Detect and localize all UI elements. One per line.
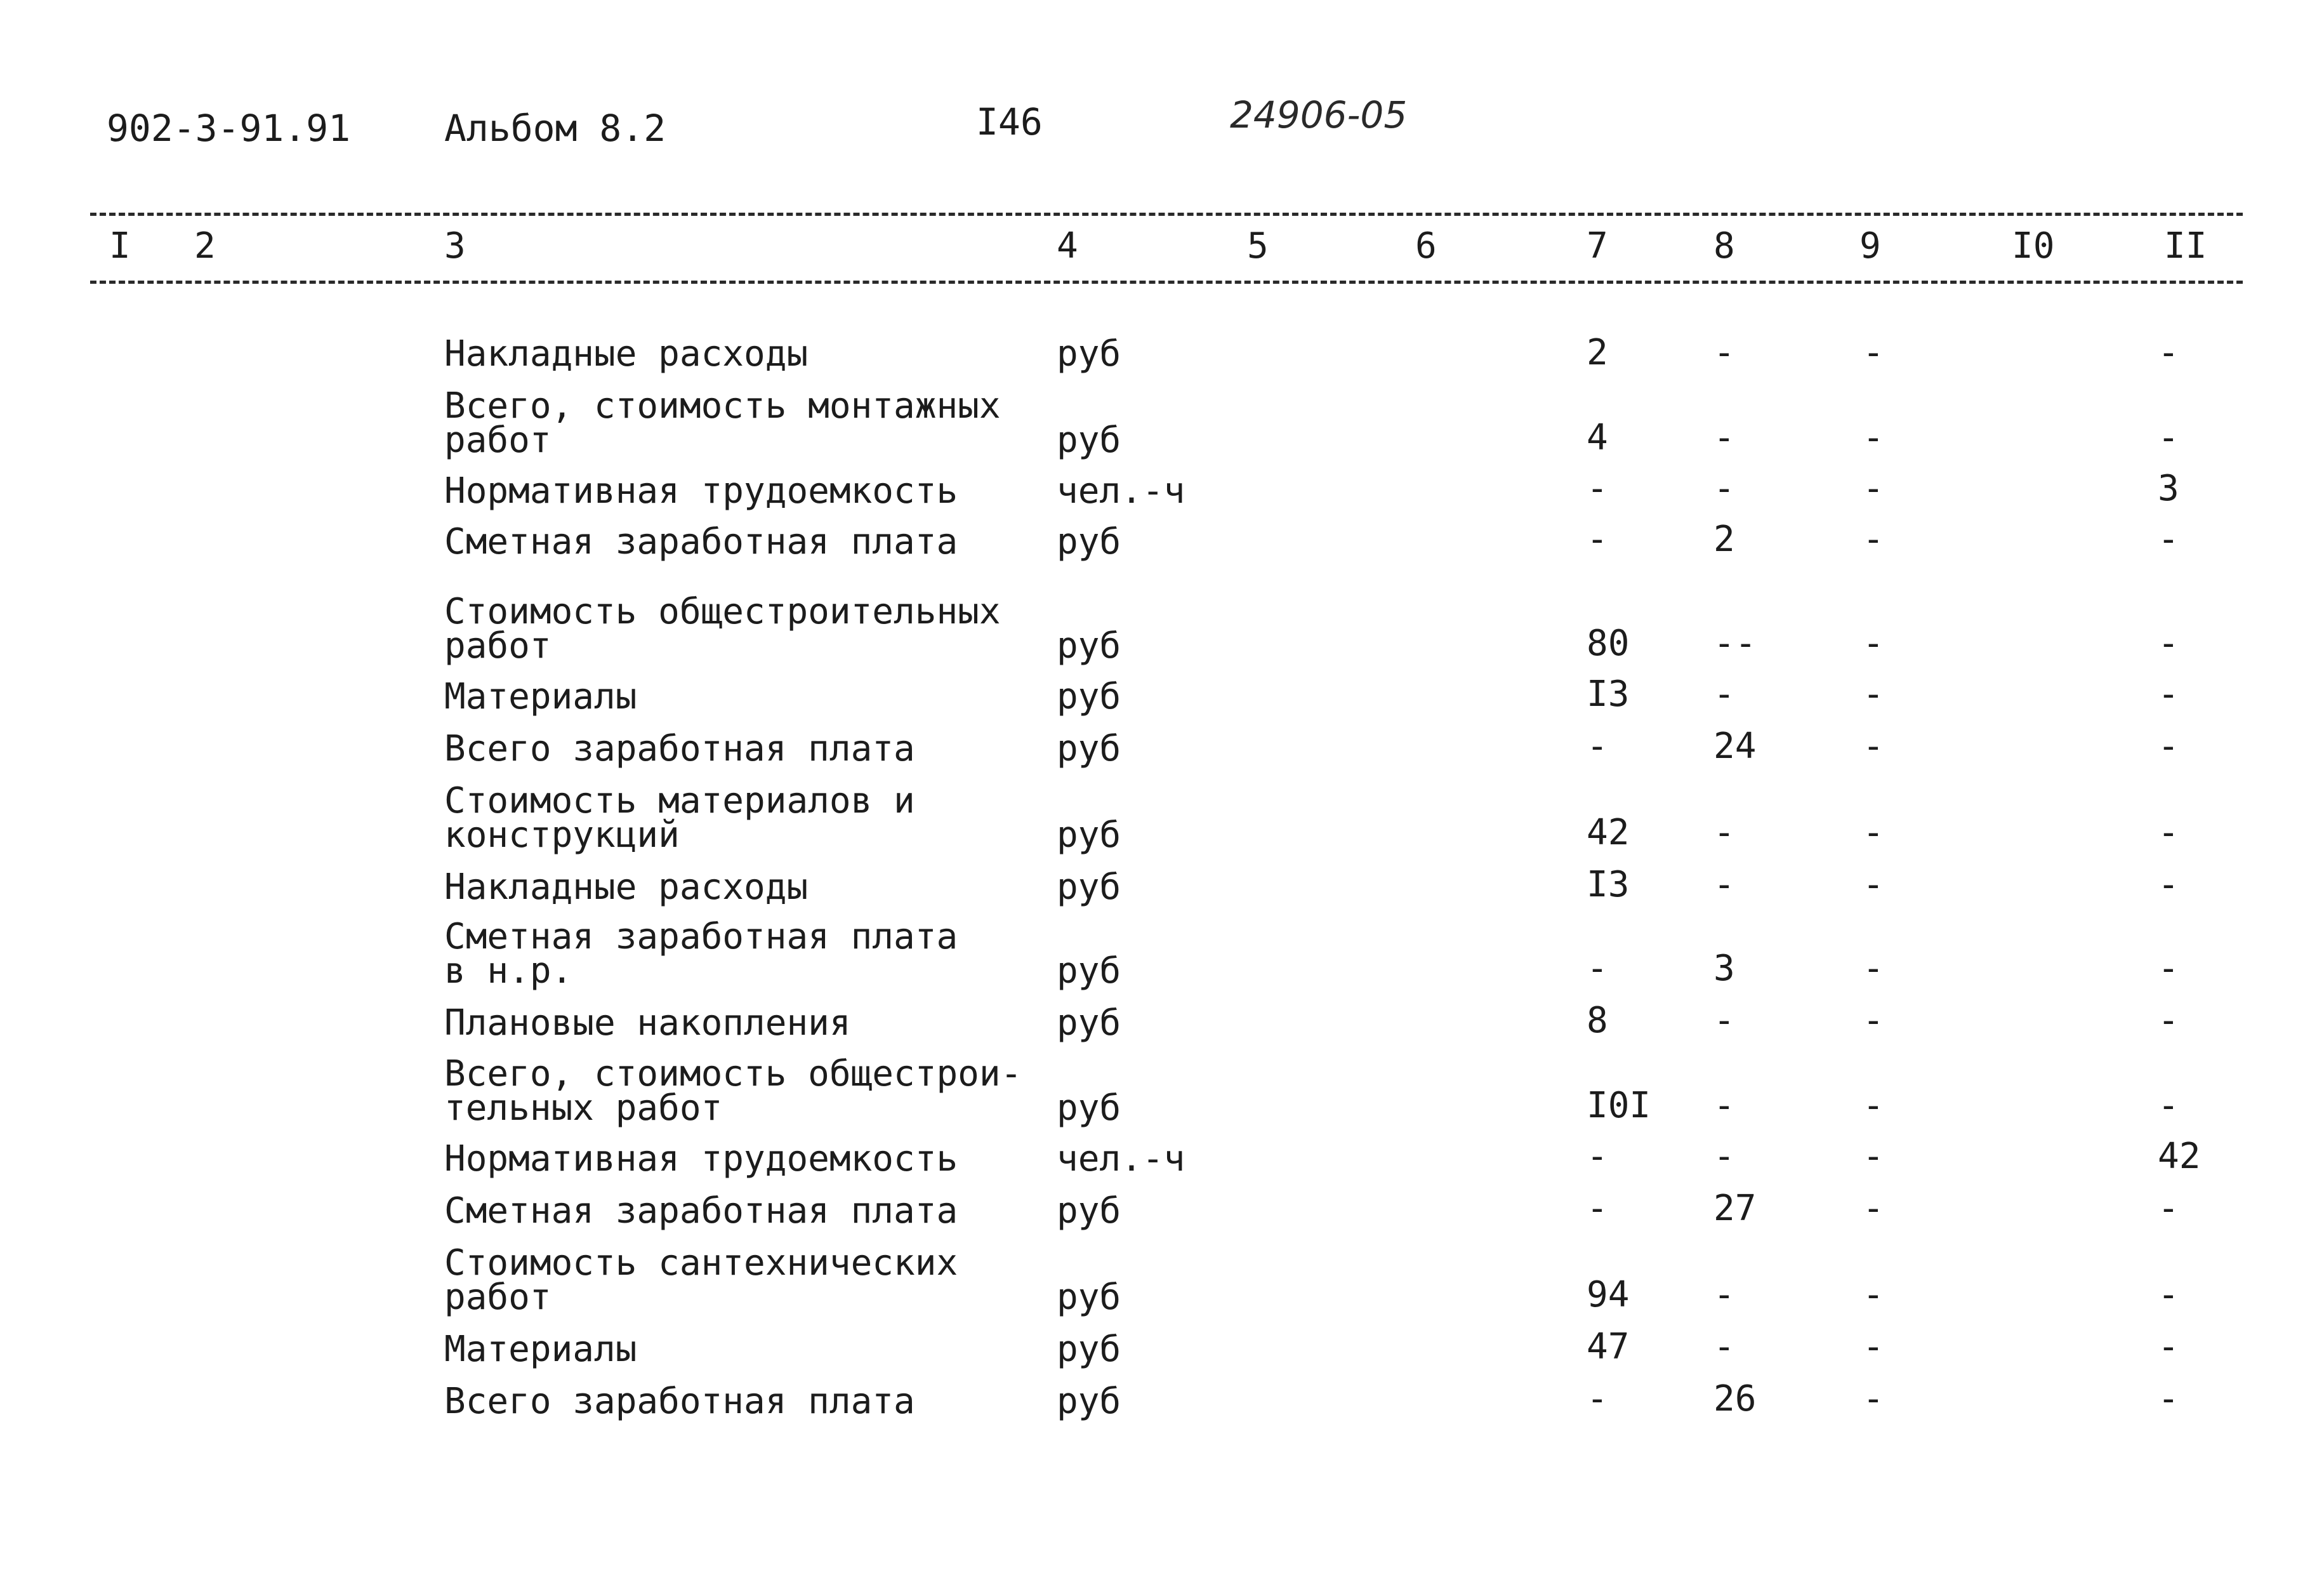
row-col8: - (1713, 864, 1735, 905)
row-description: Плановые накопления (444, 1002, 851, 1044)
row-col11: - (2158, 1378, 2179, 1419)
row-col7: 47 (1587, 1326, 1630, 1367)
handwritten-number: 24906-05 (1230, 93, 1408, 136)
row-unit: руб (1057, 814, 1121, 856)
row-description: Всего, стоимость общестрои- (444, 1053, 1022, 1094)
row-col7: - (1587, 1188, 1608, 1229)
row-description: Стоимость общестроительных (444, 591, 1001, 632)
row-description: Сметная заработная плата (444, 916, 958, 957)
row-description: Накладные расходы (444, 333, 809, 375)
row-col8: -- (1713, 623, 1757, 664)
row-col9: - (1863, 1136, 1884, 1177)
row-col7: - (1587, 519, 1608, 560)
row-col11: 42 (2158, 1136, 2201, 1177)
row-col8: - (1713, 468, 1735, 509)
row-col7: - (1587, 468, 1608, 509)
row-unit: руб (1057, 1381, 1121, 1422)
column-header-11: II (2164, 225, 2207, 267)
column-header-10: I0 (2012, 225, 2055, 267)
row-col9: - (1863, 468, 1884, 509)
row-col9: - (1863, 726, 1884, 767)
column-header-1: I (109, 225, 131, 267)
row-col11: 3 (2158, 468, 2179, 509)
row-description: Сметная заработная плата (444, 521, 958, 562)
row-description-cont: в н.р. (444, 950, 573, 992)
row-unit: руб (1057, 728, 1121, 769)
doc-code: 902-3-91.91 (107, 107, 351, 150)
row-description-cont: работ (444, 1277, 551, 1318)
page-number: I46 (976, 100, 1043, 143)
row-col8: 24 (1713, 726, 1757, 767)
row-col7: 80 (1587, 623, 1630, 664)
row-col11: - (2158, 948, 2179, 989)
row-description-cont: работ (444, 625, 551, 667)
row-col7: I3 (1587, 674, 1630, 715)
row-col9: - (1863, 1326, 1884, 1367)
row-col8: - (1713, 332, 1735, 373)
row-col9: - (1863, 1378, 1884, 1419)
row-col9: - (1863, 812, 1884, 853)
column-header-3: 3 (444, 225, 466, 267)
column-header-9: 9 (1859, 225, 1881, 267)
row-unit: руб (1057, 1190, 1121, 1232)
album-label: Альбом 8.2 (444, 107, 666, 150)
row-description: Сметная заработная плата (444, 1190, 958, 1232)
row-description-cont: работ (444, 420, 551, 461)
row-col7: - (1587, 1378, 1608, 1419)
row-col8: - (1713, 417, 1735, 458)
row-col8: - (1713, 1326, 1735, 1367)
row-col7: I3 (1587, 864, 1630, 905)
row-col9: - (1863, 623, 1884, 664)
row-col9: - (1863, 864, 1884, 905)
row-col11: - (2158, 519, 2179, 560)
row-description: Нормативная трудоемкость (444, 1138, 958, 1180)
row-col9: - (1863, 674, 1884, 715)
row-col11: - (2158, 674, 2179, 715)
row-description: Материалы (444, 1329, 637, 1370)
row-unit: чел.-ч (1057, 470, 1185, 512)
row-col8: 27 (1713, 1188, 1757, 1229)
row-col8: - (1713, 1274, 1735, 1315)
row-unit: руб (1057, 333, 1121, 375)
row-col11: - (2158, 332, 2179, 373)
row-col11: - (2158, 1326, 2179, 1367)
column-header-2: 2 (194, 225, 216, 267)
row-col8: - (1713, 812, 1735, 853)
row-col11: - (2158, 726, 2179, 767)
row-unit: руб (1057, 420, 1121, 461)
row-unit: чел.-ч (1057, 1138, 1185, 1180)
row-col8: - (1713, 1136, 1735, 1177)
row-col7: - (1587, 1136, 1608, 1177)
row-col8: 26 (1713, 1378, 1757, 1419)
row-col9: - (1863, 332, 1884, 373)
row-description: Всего заработная плата (444, 1381, 915, 1422)
row-col11: - (2158, 1085, 2179, 1126)
row-col7: 42 (1587, 812, 1630, 853)
row-col11: - (2158, 417, 2179, 458)
row-description: Всего, стоимость монтажных (444, 385, 1001, 427)
row-unit: руб (1057, 1329, 1121, 1370)
row-col9: - (1863, 519, 1884, 560)
row-description-cont: конструкций (444, 814, 680, 856)
header-bottom-rule (90, 281, 2243, 284)
row-col7: 94 (1587, 1274, 1630, 1315)
row-col8: - (1713, 674, 1735, 715)
row-unit: руб (1057, 867, 1121, 908)
row-unit: руб (1057, 1277, 1121, 1318)
row-description: Стоимость сантехнических (444, 1242, 958, 1284)
row-col9: - (1863, 1274, 1884, 1315)
row-unit: руб (1057, 676, 1121, 717)
row-description-cont: тельных работ (444, 1087, 723, 1129)
row-col7: - (1587, 726, 1608, 767)
row-col9: - (1863, 1085, 1884, 1126)
row-col11: - (2158, 1274, 2179, 1315)
row-description: Всего заработная плата (444, 728, 915, 769)
column-header-6: 6 (1415, 225, 1437, 267)
column-header-7: 7 (1587, 225, 1608, 267)
row-description: Накладные расходы (444, 867, 809, 908)
row-col8: 3 (1713, 948, 1735, 989)
row-col7: - (1587, 948, 1608, 989)
row-col7: I0I (1587, 1085, 1651, 1126)
row-description: Стоимость материалов и (444, 780, 915, 821)
row-col7: 8 (1587, 1000, 1608, 1041)
column-header-4: 4 (1057, 225, 1078, 267)
column-header-8: 8 (1713, 225, 1735, 267)
row-col11: - (2158, 623, 2179, 664)
row-unit: руб (1057, 1087, 1121, 1129)
header-top-rule (90, 213, 2243, 216)
row-col11: - (2158, 1000, 2179, 1041)
row-description: Нормативная трудоемкость (444, 470, 958, 512)
row-col9: - (1863, 417, 1884, 458)
row-col11: - (2158, 864, 2179, 905)
row-col7: 4 (1587, 417, 1608, 458)
row-unit: руб (1057, 1002, 1121, 1044)
row-col8: 2 (1713, 519, 1735, 560)
row-unit: руб (1057, 625, 1121, 667)
row-unit: руб (1057, 521, 1121, 562)
row-description: Материалы (444, 676, 637, 717)
row-col11: - (2158, 1188, 2179, 1229)
row-col8: - (1713, 1000, 1735, 1041)
row-col11: - (2158, 812, 2179, 853)
row-col9: - (1863, 1188, 1884, 1229)
row-col7: 2 (1587, 332, 1608, 373)
row-col9: - (1863, 948, 1884, 989)
row-unit: руб (1057, 950, 1121, 992)
row-col9: - (1863, 1000, 1884, 1041)
row-col8: - (1713, 1085, 1735, 1126)
column-header-5: 5 (1247, 225, 1269, 267)
